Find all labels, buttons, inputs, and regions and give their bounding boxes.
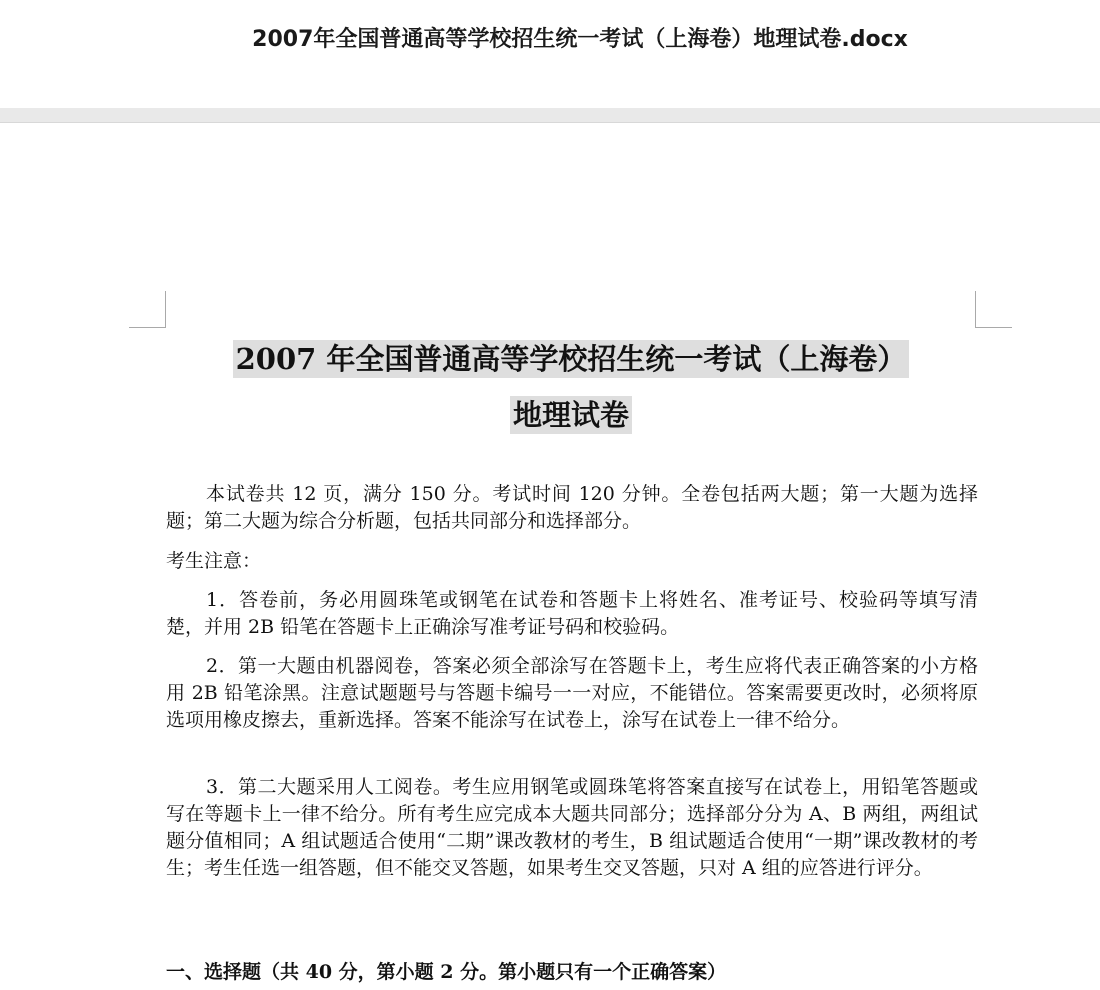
- document-title-line-2: [0, 393, 1100, 434]
- document-title-line-1: [0, 337, 1100, 378]
- intro-paragraph: 本试卷共 12 页，满分 150 分。考试时间 120 分钟。全卷包括两大题；第一大题为选择题；第二大题为综合分析题，包括共同部分和选择部分。: [166, 483, 978, 532]
- title-bar: [0, 0, 1100, 108]
- page-gutter: [0, 108, 1100, 123]
- notice-item-2: 2．第一大题由机器阅卷，答案必须全部涂写在答题卡上，考生应将代表正确答案的小方格用 2B 铅笔涂黑。注意试题题号与答题卡编号一一对应，不能错位。答案需要更改时，必须将原选项用橡皮擦去，重新选择。答案不能涂写在试卷上，涂写在试卷上一律不给分。: [166, 655, 978, 731]
- document-page[interactable]: [0, 123, 1100, 990]
- notice-heading: 考生注意：: [166, 550, 262, 572]
- margin-corner-top-left: [129, 291, 166, 328]
- section-heading: 一、选择题（共 40 分，第小题 2 分。第小题只有一个正确答案）: [166, 961, 727, 983]
- document-filename: 2007年全国普通高等学校招生统一考试（上海卷）地理试卷.docx: [252, 27, 908, 52]
- notice-item-3: 3．第二大题采用人工阅卷。考生应用钢笔或圆珠笔将答案直接写在试卷上，用铅笔答题或写在等题卡上一律不给分。所有考生应完成本大题共同部分；选择部分分为 A、B 两组，两组试题分值相同；A 组试题适合使用“二期”课改教材的考生，B 组试题适合使用“一期”课改教材的考生；考生任选一组答题，但不能交叉答题，如果考生交叉答题，只对 A 组的应答进行评分。: [166, 776, 978, 879]
- notice-item-1: 1．答卷前，务必用圆珠笔或钢笔在试卷和答题卡上将姓名、准考证号、校验码等填写清楚，并用 2B 铅笔在答题卡上正确涂写准考证号码和校验码。: [166, 589, 978, 638]
- margin-corner-top-right: [975, 291, 1012, 328]
- document-title-text-1: 2007 年全国普通高等学校招生统一考试（上海卷）: [233, 340, 910, 378]
- document-title-text-2: 地理试卷: [510, 396, 632, 434]
